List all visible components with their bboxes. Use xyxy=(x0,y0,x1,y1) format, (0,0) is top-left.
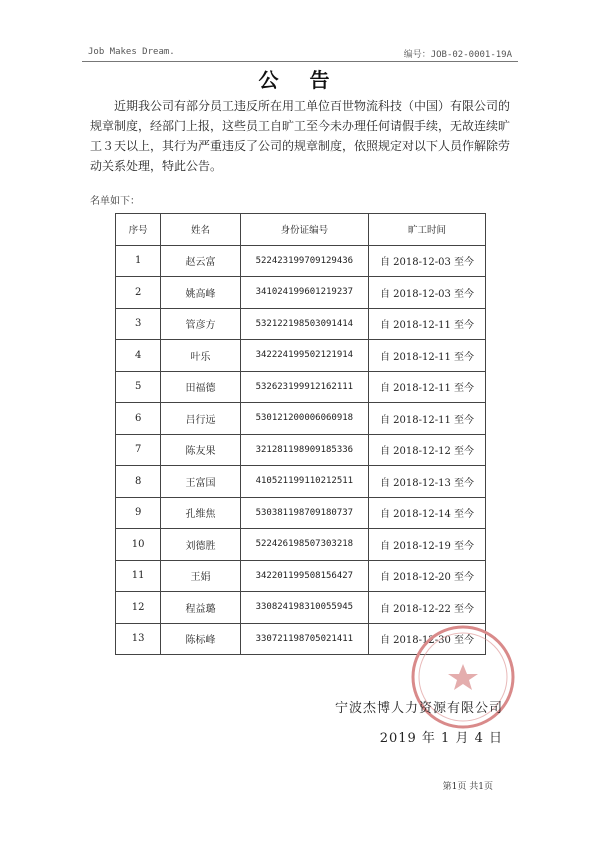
id-number-cell: 342224199502121914 xyxy=(240,340,368,372)
employee-name-cell: 赵云富 xyxy=(161,245,240,277)
absence-period-cell: 自 2018-12-03 至今 xyxy=(369,245,486,277)
employee-name-cell: 管彦方 xyxy=(161,308,240,340)
absence-period-cell: 自 2018-12-12 至今 xyxy=(369,434,486,466)
employee-name-cell: 程益璐 xyxy=(161,592,240,624)
header-cell-absence: 旷工时间 xyxy=(369,214,486,246)
row-number-cell: 4 xyxy=(116,340,161,372)
table-row xyxy=(116,245,486,277)
employee-table xyxy=(115,213,486,655)
table-row xyxy=(116,497,486,529)
absence-period-cell: 自 2018-12-20 至今 xyxy=(369,560,486,592)
absence-period-cell: 自 2018-12-22 至今 xyxy=(369,592,486,624)
header-divider xyxy=(82,61,518,62)
row-number-cell: 7 xyxy=(116,434,161,466)
header-doc-number: 编号：JOB-02-0001-19A xyxy=(403,50,512,60)
employee-name-cell: 孔维焦 xyxy=(161,497,240,529)
header-cell-name: 姓名 xyxy=(161,214,240,246)
employee-name-cell: 陈标峰 xyxy=(161,623,240,655)
table-row xyxy=(116,592,486,624)
row-number-cell: 12 xyxy=(116,592,161,624)
row-number-cell: 2 xyxy=(116,277,161,309)
absence-period-cell: 自 2018-12-14 至今 xyxy=(369,497,486,529)
signature-date: 2019 年 1 月 4 日 xyxy=(379,731,503,746)
id-number-cell: 410521199110212511 xyxy=(240,466,368,498)
row-number-cell: 8 xyxy=(116,466,161,498)
list-intro: 名单如下： xyxy=(90,196,140,207)
row-number-cell: 13 xyxy=(116,623,161,655)
employee-name-cell: 刘德胜 xyxy=(161,529,240,561)
table-row xyxy=(116,371,486,403)
table-row xyxy=(116,308,486,340)
id-number-cell: 522423199709129436 xyxy=(240,245,368,277)
id-number-cell: 342201199508156427 xyxy=(240,560,368,592)
signature-company: 宁波杰博人力资源有限公司 xyxy=(334,701,503,716)
table-row xyxy=(116,340,486,372)
absence-period-cell: 自 2018-12-19 至今 xyxy=(369,529,486,561)
id-number-cell: 522426198507303218 xyxy=(240,529,368,561)
id-number-cell: 321281198909185336 xyxy=(240,434,368,466)
employee-name-cell: 田福德 xyxy=(161,371,240,403)
notice-title: 公 告 xyxy=(258,68,342,92)
id-number-cell: 530121200006060918 xyxy=(240,403,368,435)
absence-period-cell: 自 2018-12-13 至今 xyxy=(369,466,486,498)
employee-name-cell: 叶乐 xyxy=(161,340,240,372)
absence-period-cell: 自 2018-12-11 至今 xyxy=(369,340,486,372)
header-cell-id: 身份证编号 xyxy=(240,214,368,246)
row-number-cell: 6 xyxy=(116,403,161,435)
id-number-cell: 530381198709180737 xyxy=(240,497,368,529)
absence-period-cell: 自 2018-12-11 至今 xyxy=(369,308,486,340)
id-number-cell: 330824198310055945 xyxy=(240,592,368,624)
employee-name-cell: 王娟 xyxy=(161,560,240,592)
row-number-cell: 3 xyxy=(116,308,161,340)
employee-name-cell: 姚高峰 xyxy=(161,277,240,309)
row-number-cell: 5 xyxy=(116,371,161,403)
row-number-cell: 1 xyxy=(116,245,161,277)
id-number-cell: 532122198503091414 xyxy=(240,308,368,340)
table-row xyxy=(116,560,486,592)
table-row xyxy=(116,277,486,309)
employee-name-cell: 王富国 xyxy=(161,466,240,498)
table-row xyxy=(116,466,486,498)
table-row xyxy=(116,529,486,561)
employee-name-cell: 吕行远 xyxy=(161,403,240,435)
id-number-cell: 330721198705021411 xyxy=(240,623,368,655)
header-slogan: Job Makes Dream. xyxy=(88,47,175,57)
id-number-cell: 532623199912162111 xyxy=(240,371,368,403)
absence-period-cell: 自 2018-12-11 至今 xyxy=(369,371,486,403)
header-cell-number: 序号 xyxy=(116,214,161,246)
id-number-cell: 341024199601219237 xyxy=(240,277,368,309)
page-number: 第1页 共1页 xyxy=(442,782,493,792)
absence-period-cell: 自 2018-12-03 至今 xyxy=(369,277,486,309)
table-row xyxy=(116,403,486,435)
table-body xyxy=(116,245,486,655)
table-header-row xyxy=(116,214,486,246)
employee-name-cell: 陈友果 xyxy=(161,434,240,466)
notice-body: 近期我公司有部分员工违反所在用工单位百世物流科技（中国）有限公司的规章制度，经部门上报，这些员工自旷工至今未办理任何请假手续，无故连续旷工３天以上，其行为严重违反了公司的规章制度，依照规定对以下人员作解除劳动关系处理，特此公告。 xyxy=(90,99,511,173)
absence-period-cell: 自 2018-12-11 至今 xyxy=(369,403,486,435)
table-row xyxy=(116,434,486,466)
row-number-cell: 10 xyxy=(116,529,161,561)
row-number-cell: 11 xyxy=(116,560,161,592)
absence-period-cell: 自 2018-12-30 至今 xyxy=(369,623,486,655)
row-number-cell: 9 xyxy=(116,497,161,529)
